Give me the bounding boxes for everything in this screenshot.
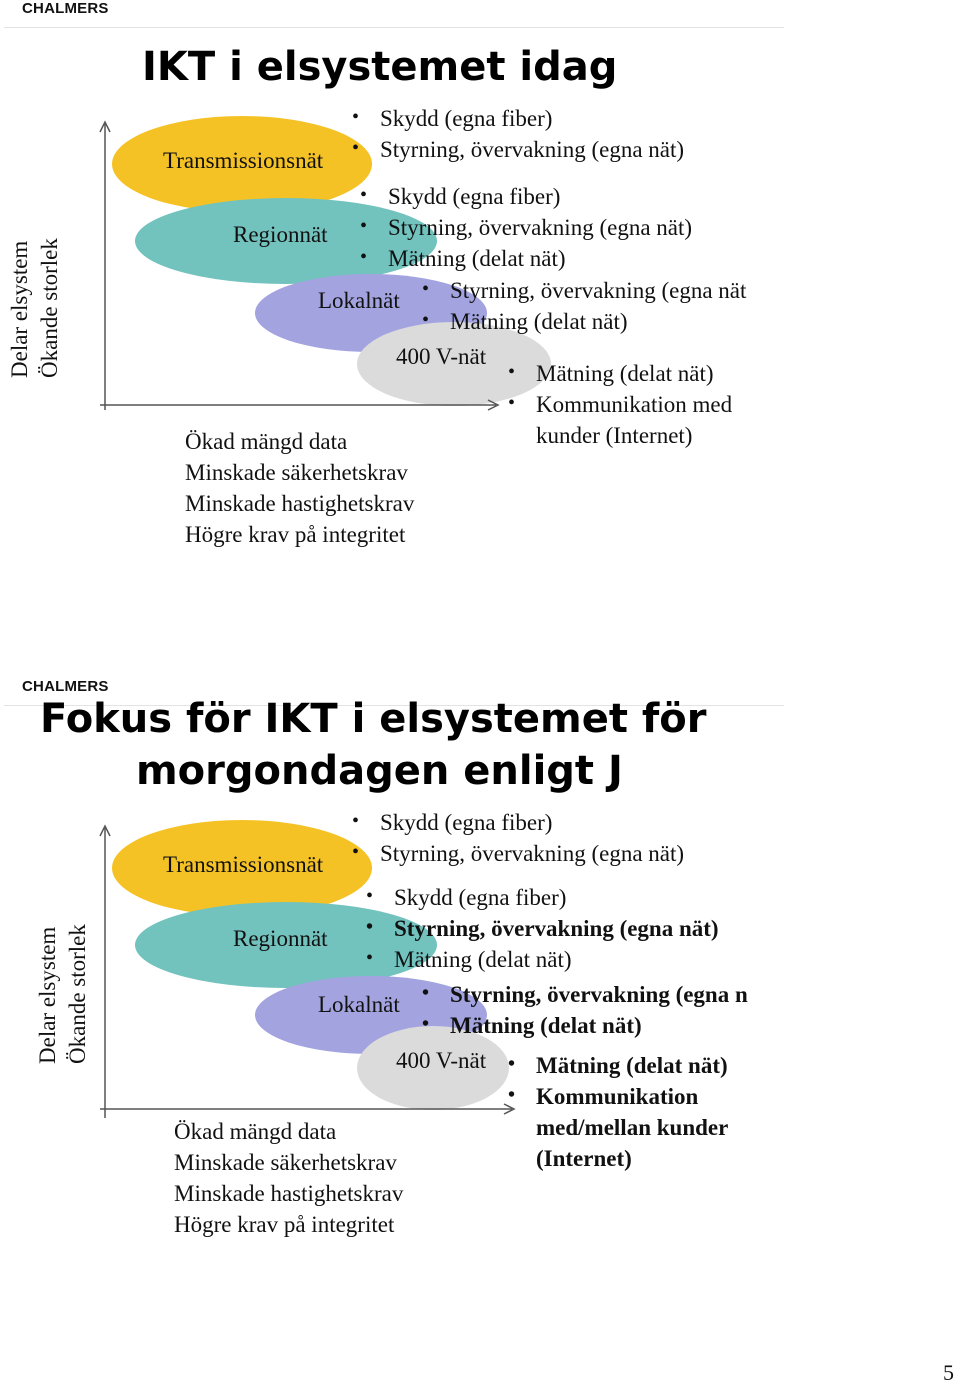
transmission-label: Transmissionsnät xyxy=(163,148,324,173)
axes xyxy=(0,700,790,1260)
slide-title-line-1: Fokus för IKT i elsystemet för xyxy=(40,696,707,742)
slide-title: IKT i elsystemet idag xyxy=(142,44,618,90)
local-bullet: • Styrning, övervakning (egna nät xyxy=(450,278,746,304)
region-bullet: • Mätning (delat nät) xyxy=(388,246,566,272)
local-bullet: • Mätning (delat nät) xyxy=(450,309,628,335)
local-label: Lokalnät xyxy=(318,992,400,1017)
trend-item: Minskade hastighetskrav xyxy=(174,1181,404,1206)
region-label: Regionnät xyxy=(233,222,328,247)
y-axis-label-line-1: Delar elsystem xyxy=(7,240,32,378)
region-bullet: • Styrning, övervakning (egna nät) xyxy=(394,916,719,942)
y-axis-label xyxy=(5,238,65,378)
slide-2-diagram xyxy=(0,700,790,1260)
region-bullet: • Skydd (egna fiber) xyxy=(388,184,560,210)
lv-bullet: • Mätning (delat nät) xyxy=(536,1053,728,1079)
page-number: 5 xyxy=(943,1360,954,1385)
y-axis-label-line-2: Ökande storlek xyxy=(65,924,90,1064)
lv-bullet-continuation: med/mellan kunder xyxy=(536,1115,729,1140)
trend-item: Ökad mängd data xyxy=(185,429,348,454)
trend-item: Högre krav på integritet xyxy=(185,522,406,547)
lv-bullet-continuation: kunder (Internet) xyxy=(536,423,693,448)
local-bullet: • Mätning (delat nät) xyxy=(450,1013,642,1039)
local-label: Lokalnät xyxy=(318,288,400,313)
region-bullet: • Mätning (delat nät) xyxy=(394,947,572,973)
slide-1 xyxy=(0,0,790,660)
transmission-bullet: • Skydd (egna fiber) xyxy=(380,106,552,132)
y-axis-label xyxy=(33,924,93,1064)
lv-label: 400 V-nät xyxy=(396,344,487,369)
lv-bullet: • Kommunikation xyxy=(536,1084,698,1110)
lv-label: 400 V-nät xyxy=(396,1048,487,1073)
transmission-label: Transmissionsnät xyxy=(163,852,324,877)
trend-item: Minskade säkerhetskrav xyxy=(174,1150,397,1175)
trend-item: Högre krav på integritet xyxy=(174,1212,395,1237)
transmission-bullet: • Skydd (egna fiber) xyxy=(380,810,552,836)
trend-item: Ökad mängd data xyxy=(174,1119,337,1144)
transmission-bullet: • Styrning, övervakning (egna nät) xyxy=(380,841,684,867)
lv-bullet: • Kommunikation med xyxy=(536,392,732,418)
local-bullet: • Styrning, övervakning (egna n xyxy=(450,982,748,1008)
trend-item: Minskade hastighetskrav xyxy=(185,491,415,516)
y-axis-label-line-1: Delar elsystem xyxy=(35,926,60,1064)
lv-bullet-continuation: (Internet) xyxy=(536,1146,632,1171)
slide-title-line-2: morgondagen enligt J xyxy=(136,748,623,794)
region-bullet: • Styrning, övervakning (egna nät) xyxy=(388,215,692,241)
region-bullet: • Skydd (egna fiber) xyxy=(394,885,566,911)
lv-bullet: • Mätning (delat nät) xyxy=(536,361,714,387)
region-label: Regionnät xyxy=(233,926,328,951)
brand-logo: CHALMERS xyxy=(22,678,109,695)
transmission-bullet: • Styrning, övervakning (egna nät) xyxy=(380,137,684,163)
axes xyxy=(0,0,790,660)
trend-item: Minskade säkerhetskrav xyxy=(185,460,408,485)
y-axis-label-line-2: Ökande storlek xyxy=(37,238,62,378)
brand-logo: CHALMERS xyxy=(22,0,109,17)
